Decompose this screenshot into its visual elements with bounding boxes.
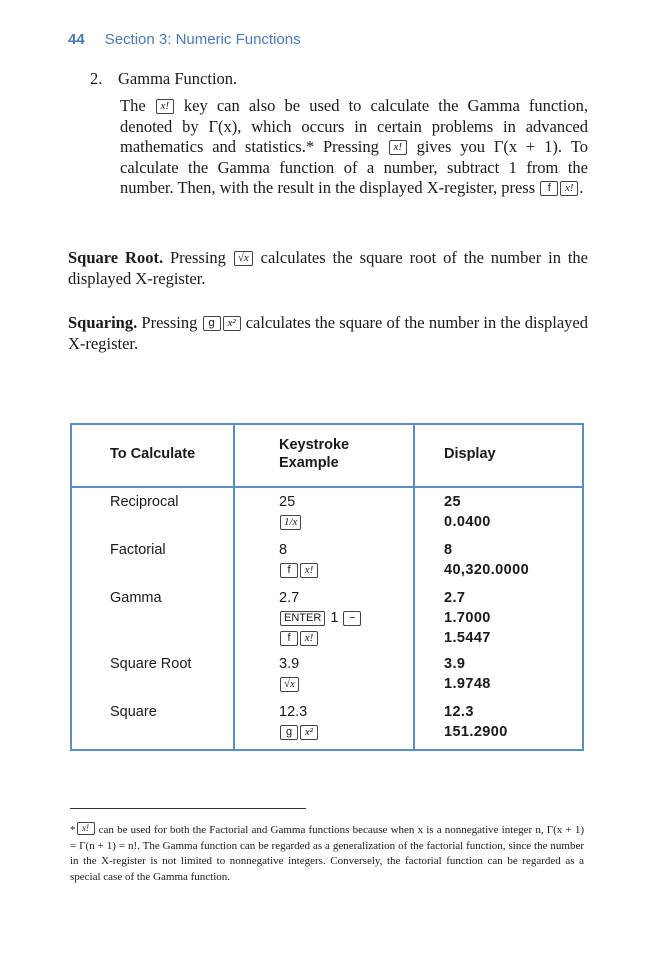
display-value: 40,320.0000 <box>444 562 530 578</box>
text-run: calculates the square of the number in the displayed X-register. <box>68 313 589 353</box>
header-line: Example <box>279 455 339 471</box>
square-root-paragraph <box>68 248 588 289</box>
factorial-key: x! <box>560 181 578 196</box>
keystroke-value: 2.7 <box>279 590 300 606</box>
text-run: Pressing <box>163 248 233 267</box>
row-keystrokes <box>279 702 319 742</box>
header-line: Keystroke <box>279 437 350 453</box>
reciprocal-key: 1/x <box>280 515 301 530</box>
footnote-text: can be used for both the Factorial and Gamma functions because when x is a nonnegative integer n, Γ(x + 1) = Γ(n + 1) = n!. The Gamma function can be regarded as a generalization of the factorial function, since the number in the X-register is not limited to nonnegative integers. Conversely, the factorial function can be regarded as a special case of the Gamma function. <box>70 824 584 883</box>
row-label: Square <box>110 704 157 720</box>
item-heading <box>90 69 237 89</box>
square-root-heading: Square Root. <box>68 248 164 267</box>
display-value: 1.7000 <box>444 610 491 626</box>
section-title: Section 3: Numeric Functions <box>104 31 301 48</box>
examples-table <box>70 423 584 751</box>
row-keystrokes <box>279 540 319 580</box>
sqrt-key: √x <box>280 677 299 692</box>
keystroke-digit: 1 <box>330 610 339 626</box>
keystroke-line <box>279 512 302 532</box>
row-display <box>444 702 508 742</box>
text-run: gives you Γ(x + 1). To calculate the Gamma function of a number, subtract 1 from the number. Then, with the result in the displayed X-register, press <box>120 137 588 197</box>
f-key: f <box>280 563 298 578</box>
row-keystrokes <box>279 654 300 694</box>
keystroke-value: 25 <box>279 494 296 510</box>
row-label: Reciprocal <box>110 494 179 510</box>
footnote-rule <box>70 808 306 809</box>
display-value: 25 <box>444 494 461 510</box>
column-divider <box>413 425 415 749</box>
text-run: . <box>579 178 584 197</box>
display-value: 1.5447 <box>444 630 491 646</box>
text-run: The <box>120 96 155 115</box>
keystroke-line <box>279 674 300 694</box>
square-key: x² <box>300 725 318 740</box>
keystroke-value: 3.9 <box>279 656 300 672</box>
display-value: 8 <box>444 542 453 558</box>
enter-key: ENTER <box>280 611 325 626</box>
row-display <box>444 654 491 694</box>
keystroke-line <box>279 628 362 648</box>
item-title: Gamma Function. <box>118 69 238 88</box>
page-header <box>68 31 301 48</box>
factorial-key: x! <box>300 563 318 578</box>
keystroke-value: 12.3 <box>279 704 308 720</box>
row-label: Gamma <box>110 590 162 606</box>
header-to-calculate: To Calculate <box>110 446 196 462</box>
row-keystrokes <box>279 492 302 532</box>
row-display <box>444 588 491 648</box>
column-divider <box>233 425 235 749</box>
display-value: 1.9748 <box>444 676 491 692</box>
sqrt-key: √x <box>234 251 253 266</box>
factorial-key: x! <box>389 140 407 155</box>
row-keystrokes <box>279 588 362 648</box>
text-run: Pressing <box>137 313 202 332</box>
display-value: 2.7 <box>444 590 466 606</box>
g-key: g <box>203 316 221 331</box>
square-key: x² <box>223 316 241 331</box>
factorial-key: x! <box>77 822 95 835</box>
item-number: 2. <box>90 69 103 88</box>
row-display <box>444 540 529 580</box>
footnote-marker: * <box>70 824 76 836</box>
page-number: 44 <box>68 31 85 48</box>
display-value: 151.2900 <box>444 724 508 740</box>
display-value: 0.0400 <box>444 514 491 530</box>
squaring-heading: Squaring. <box>68 313 138 332</box>
keystroke-line <box>279 722 319 742</box>
gamma-paragraph <box>120 96 588 199</box>
row-label: Square Root <box>110 656 192 672</box>
factorial-key: x! <box>300 631 318 646</box>
g-key: g <box>280 725 298 740</box>
display-value: 12.3 <box>444 704 474 720</box>
display-value: 3.9 <box>444 656 466 672</box>
f-key: f <box>280 631 298 646</box>
keystroke-line <box>279 608 362 628</box>
header-keystroke-example <box>279 436 349 472</box>
row-label: Factorial <box>110 542 166 558</box>
factorial-key: x! <box>156 99 174 114</box>
keystroke-value: 8 <box>279 542 288 558</box>
text-run: calculates the square root of the number in the displayed X-register. <box>68 248 589 288</box>
row-display <box>444 492 491 532</box>
squaring-paragraph <box>68 313 588 354</box>
header-display: Display <box>444 446 496 462</box>
keystroke-line <box>279 560 319 580</box>
f-key: f <box>540 181 558 196</box>
footnote <box>70 822 584 885</box>
text-run: key can also be used to calculate the Gamma function, denoted by Γ(x), which occurs in certain problems in advanced mathematics and statistics.* Pressing <box>120 96 589 156</box>
minus-key: − <box>343 611 361 626</box>
